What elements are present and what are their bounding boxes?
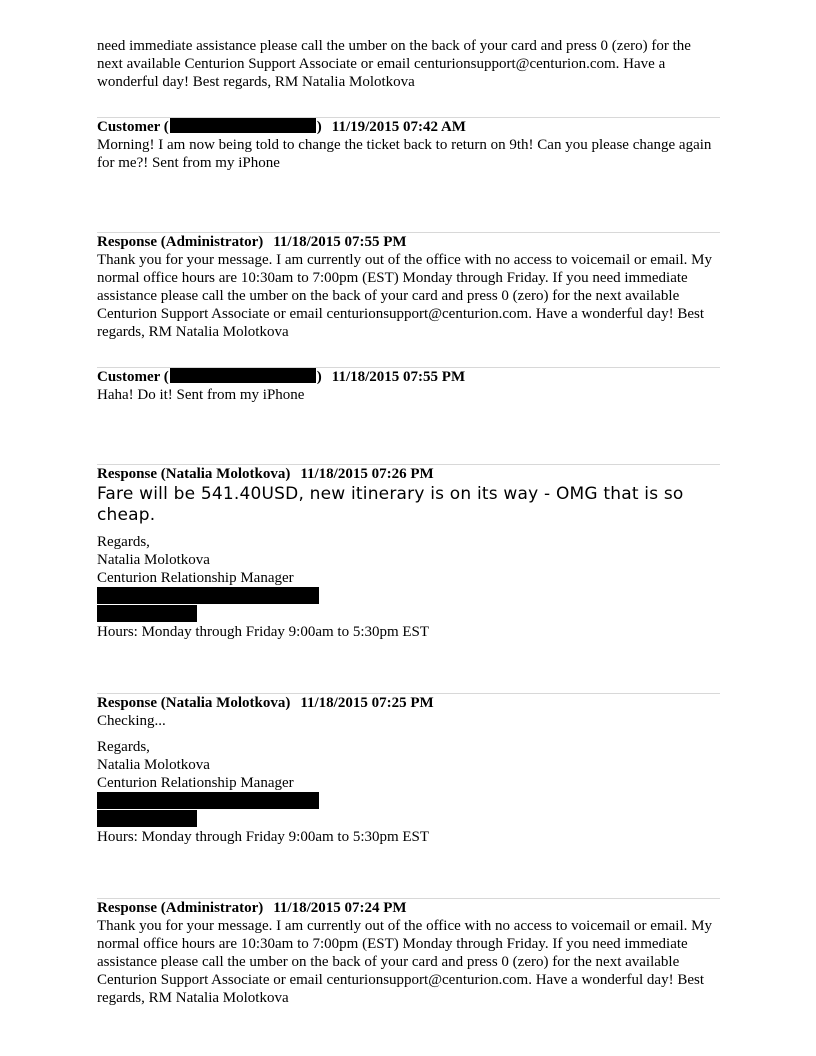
message-author: Customer ( (97, 369, 169, 385)
message-header (97, 465, 434, 483)
signature-hours: Hours: Monday through Friday 9:00am to 5:30pm EST (97, 624, 430, 640)
message-timestamp: 11/18/2015 07:25 PM (300, 695, 434, 711)
message-author-close: ) (316, 119, 322, 135)
message-author: Response (Natalia Molotkova) (97, 695, 291, 711)
redaction-bar (170, 118, 316, 133)
message-header (97, 118, 466, 136)
message-timestamp: 11/18/2015 07:26 PM (300, 466, 434, 482)
message-body: Morning! I am now being told to change the ticket back to return on 9th! Can you please change again for me?! Sent from my iPhone (97, 137, 712, 171)
message-header (97, 233, 407, 251)
message-body: Haha! Do it! Sent from my iPhone (97, 387, 305, 403)
message-body: Thank you for your message. I am currently out of the office with no access to voicemail or email. My normal office hours are 10:30am to 7:00pm (EST) Monday through Friday. If you need immediate assistance please call the umber on the back of your card and press 0 (zero) for the next available Centurion Support Associate or email centurionsupport@centurion.com. Have a wonderful day! Best regards, RM Natalia Molotkova (97, 918, 712, 1006)
message-fragment-top: need immediate assistance please call the umber on the back of your card and press 0 (zero) for the next available Centurion Support Associate or email centurionsupport@centurion.com. Have a wonderful day! Best regards, RM Natalia Molotkova (97, 38, 691, 90)
redaction-bar (97, 810, 197, 827)
message-author: Response (Administrator) (97, 900, 264, 916)
signature-name: Natalia Molotkova (97, 552, 210, 568)
redaction-bar (170, 368, 316, 383)
message-timestamp: 11/18/2015 07:55 PM (273, 234, 407, 250)
message-header (97, 694, 434, 712)
message-author-close: ) (316, 369, 322, 385)
signature-regards: Regards, (97, 739, 150, 755)
message-author: Response (Natalia Molotkova) (97, 466, 291, 482)
message-timestamp: 11/19/2015 07:42 AM (331, 119, 466, 135)
message-body: Thank you for your message. I am currently out of the office with no access to voicemail or email. My normal office hours are 10:30am to 7:00pm (EST) Monday through Friday. If you need immediate assistance please call the umber on the back of your card and press 0 (zero) for the next available Centurion Support Associate or email centurionsupport@centurion.com. Have a wonderful day! Best regards, RM Natalia Molotkova (97, 252, 712, 340)
signature-hours: Hours: Monday through Friday 9:00am to 5:30pm EST (97, 829, 430, 845)
signature-regards: Regards, (97, 534, 150, 550)
message-author: Customer ( (97, 119, 169, 135)
signature-title: Centurion Relationship Manager (97, 570, 294, 586)
message-author: Response (Administrator) (97, 234, 264, 250)
redaction-bar (97, 605, 197, 622)
signature-title: Centurion Relationship Manager (97, 775, 294, 791)
message-body: Fare will be 541.40USD, new itinerary is on its way - OMG that is so cheap. (97, 484, 684, 525)
signature-name: Natalia Molotkova (97, 757, 210, 773)
message-timestamp: 11/18/2015 07:55 PM (331, 369, 466, 385)
redaction-bar (97, 587, 319, 604)
redaction-bar (97, 792, 319, 809)
message-body: Checking... (97, 713, 166, 729)
message-timestamp: 11/18/2015 07:24 PM (273, 900, 407, 916)
message-header (97, 368, 465, 386)
message-header (97, 899, 407, 917)
